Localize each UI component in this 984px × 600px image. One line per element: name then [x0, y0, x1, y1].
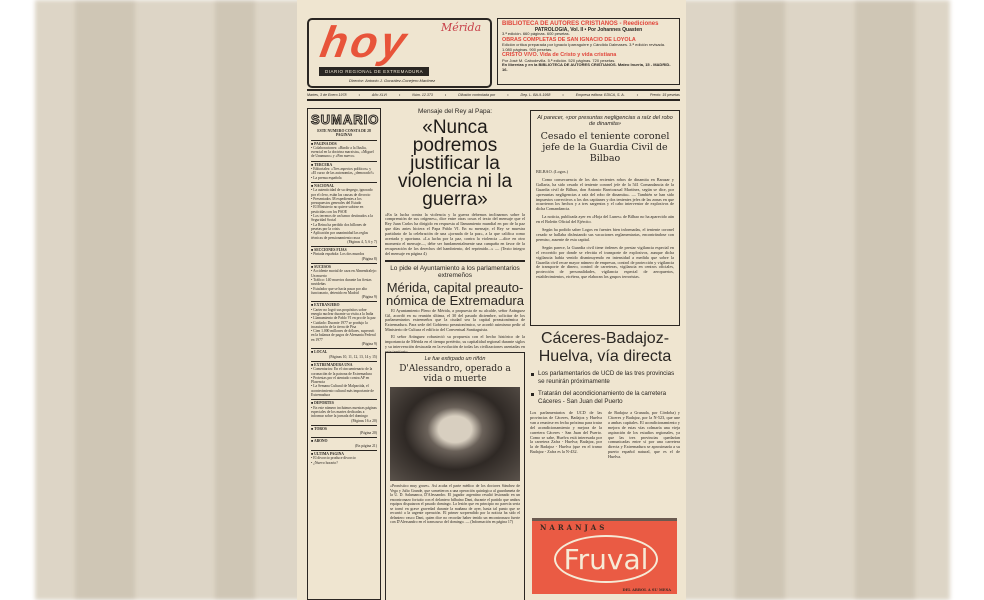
merida-kicker: Lo pide el Ayuntamiento a los parlamentarios extremeños — [390, 264, 520, 280]
sumario-subtitle: ESTE NUMERO CONSTA DE 28 PAGINAS — [317, 129, 371, 138]
ad-slogan: DEL ARBOL A SU MESA — [622, 588, 671, 592]
sumario-item: • El divorcio produce divorcio — [311, 456, 356, 461]
sumario-section-heading: ■ TOROS — [311, 425, 377, 431]
sumario-section-heading: ■ EXTREMADURA UNA — [311, 361, 377, 367]
guardia-headline: Cesado el teniente coronel jefe de la Guardia Civil de Bilbao — [540, 131, 670, 164]
bac-advertisement — [497, 18, 680, 85]
merida-body: El Ayuntamiento Pleno de Mérida, a propuesta de su alcalde, señor Aránguez Gil, acordó en su reunión última, el 30 del pasado diciembre, solicitar de los parlamentarios extremeños que la ciudad sea la capital preautonómica de Extremadura. Para sede del Gobierno preautonómico, se acordó asimismo pedir al Ministerio de Cultura el edificio del Conventual Santiaguista. — [385, 307, 525, 333]
guardia-body: Según ha podido saber Logos en fuentes bien informadas, el teniente coronel cesado se hallaba disfrutando sus vacaciones reglamentarias, encontrándose con permiso, ausente de esta capital. — [536, 227, 674, 242]
sumario-item: • Protestas por el atentado contra AP en Plasencia — [311, 375, 370, 385]
guardia-body: La noticia, publicada ayer en «Hoja del Lunes» de Bilbao no ha aparecido aún en el Boletín Oficial del Ejército. — [536, 214, 674, 225]
sumario-item: • La Reina ha perdido dos billones de pesetas por la crisis — [311, 222, 367, 231]
ad-footer: En librerías y en la BIBLIOTECA DE AUTORES CRISTIANOS. Mateo Inurria, 15 - MADRID-16. — [502, 62, 671, 73]
sumario-item: • Pintada española: Los dos mundos — [311, 252, 365, 257]
sumario-section-heading: ■ ABONO — [311, 437, 377, 443]
sumario-item: • La Semana Cultural de Malpartida, el acontecimiento cultural más importante de Extremadura — [311, 384, 374, 398]
caceres-column: Los parlamentarios de UCD de las provincias de Cáceres, Badajoz y Huelva van a reunirse en fecha próxima para tratar del acondicionamiento y mejora de la carretera Cáceres - San Juan del Puerto. Como se sabe, Huelva está interesada por la carretera Zafra - Huelva; Badajoz, por la de Badajoz - Huelva (que en el tramo Badajoz - Zafra es la N-432. — [530, 410, 602, 455]
sumario-title: SUMARIO — [311, 112, 380, 127]
caceres-column: de Badajoz a Granada, por Córdoba) y Cáceres y Badajoz, por la N-523, que une a ambas capitales. El acondicionamiento y mejora de estas vías colmaría una vieja aspiración de los estudios regionales, ya que las tres provincias quedarían comunicadas entre sí por una carretera directa y Extremadura se aproximaría a su puerto español natural, que es el de Huelva. — [608, 410, 680, 460]
sumario-section-heading: ■ SECCIONES FIJAS — [311, 246, 377, 252]
sumario-item: • Editoriales: «Tres aspectos políticos» y «El curso de las autonomías, ¿demorado?» — [311, 167, 375, 176]
sumario-page-ref: (Páginas 16 a 20) — [351, 418, 377, 423]
caceres-article — [530, 328, 680, 460]
sumario-page-ref: (Página 9) — [361, 342, 377, 347]
sumario-item: • Aplicación por unanimidad las reglas técnicas de pensionamiento rasca — [311, 231, 369, 240]
director-line: Director: Antonio J. González-Conejero Martínez — [349, 78, 436, 83]
sumario-page-ref: (Páginas 10, 11, 12, 13, 14 y 15) — [329, 354, 377, 359]
sumario-section-heading: ■ TERCERA — [311, 161, 377, 167]
sumario-section-heading: ■ SUCESOS — [311, 263, 377, 269]
ad-note: Por José M. Cabodevilla. 5.ª edición. 520 páginas. 720 pesetas. — [502, 57, 616, 63]
ad-book: OBRAS COMPLETAS DE SAN IGNACIO DE LOYOLA — [502, 36, 636, 43]
logo-wordmark: hoy — [316, 18, 413, 67]
sumario-page-ref: (Página 20) — [359, 431, 377, 436]
caceres-bullet: Los parlamentarios de UCD de las tres provincias se reunirán próximamente — [530, 370, 680, 386]
caceres-headline: Cáceres-Badajoz-Huelva, vía directa — [538, 330, 672, 365]
dalessandro-photo — [390, 387, 520, 481]
ad-book: CRISTO VIVO. Vida de Cristo y vida cristiana — [502, 52, 617, 59]
sumario-item: • Tráfico: 140 muertos durante las fiestas navideñas — [311, 277, 372, 287]
sumario-item: • Carter no logró sus propósitos sobre energía nuclear durante su visita a la India — [311, 307, 374, 316]
lead-article — [385, 108, 525, 355]
sumario-index — [307, 108, 381, 600]
ad-title: BIBLIOTECA DE AUTORES CRISTIANOS - Reediciones — [502, 21, 659, 27]
guardia-body: Como consecuencia de los dos recientes robos de dinamita en Barazar y Gallarta, ha sido cesado el teniente coronel jefe de la 541 Comandancia de la Guardia civil de Bilbao, don Antonio Barrioacual Martínez, según se dice, por «presuntas negligencias a raíz del robo de dinamita». — También se han sido impuestos correctivos a los dos capitanes y dos tenientes jefes de las zonas en que ocurrieron los hechos y a tres sargentos y el cabo interventor de explosivos de dicha Comandancia. — [536, 176, 674, 212]
sumario-item: • El Ministerio no quiere subirse en pesticidas con los PSOE — [311, 205, 364, 214]
ad-naranjas: NARANJAS — [540, 523, 608, 532]
newspaper-page — [297, 0, 686, 600]
brand-name: Fruval — [563, 542, 649, 576]
sumario-section-heading: ■ PAGINA DOS — [311, 140, 377, 146]
merida-headline: Mérida, capital preauto-nómica de Extremadura — [385, 279, 524, 308]
fruval-advertisement — [532, 518, 677, 594]
dalessandro-kicker: Le fue extirpado un riñón — [424, 356, 486, 362]
circulation: Difusión controlada por — [458, 93, 496, 97]
sumario-item: • Colaboraciones: «Rindir a la Iluslia, esencial en la doctrina marxista», «Miguel de Unamuno» y «Pan nuevo» — [311, 145, 374, 159]
byline: BILBAO. (Logos.) — [536, 169, 568, 174]
legal-deposit: Dep. L. BA-9-1958 — [520, 93, 551, 97]
dalessandro-article — [385, 352, 525, 600]
sumario-item: • Estafador que se hacía pasar por alto funcionario, detenido en Madrid — [311, 286, 368, 295]
photo-caption: «Pronóstico muy grave». Así acaba el parte médico de los doctores Sánchez de Vega y Julio Grande, que sometieron a una operación quirúrgica al guardameta de la U. D. Salamanca, D'Alessandro. El jugador argentino resultó lesionado en un encontronazo fortuito con el delantero bilbaíno Dani, durante el partido que ambos equipos disputaron el pasado domingo. La lesión que en principio no parecía seria se tornó en grave gravedad durante la mañana de ayer, hasta tal punto que se recurrió a la urgente operación. El primer sorprendido por la noticia ha sido el delantero vasco Dani, quien dice no recordar haber tenido un encontronazo fuerte con D'Alessandro en el transcurso del domingo. — (Información en página 17) — [390, 484, 520, 524]
divider — [385, 260, 525, 262]
sumario-section-heading: ■ EXTRANJERO — [311, 301, 377, 307]
sumario-item: • En este número incluimos nuestras páginas especiales de los martes dedicadas a informar sobre la jornada del domingo — [311, 405, 377, 419]
sumario-section-heading: ■ LOCAL — [311, 348, 377, 354]
lead-body: «En la lucha contra la violencia y la guerra debemos inclinarnos sobre la comprensión de sus orígenes», dice entre otras cosas el texto del mensaje que el Rey Juan Carlos ha dirigido en respuesta al llamamiento mundial en pro de la paz que días antes hiciera el Papa Pablo VI. En su mensaje, el Rey se muestra partidario de la celebración de una «jornada de la paz», a la que califica como acertada y oportuna. «La lucha por la paz, contra la violencia —dice en otro momento el mensaje—, debe ser fundamentalmente una campaña en favor de la recuperación de los derechos del hambriento, del reprimido...» — (Texto íntegro del mensaje en página 4) — [385, 211, 525, 256]
dateline: Martes, 3 de Enero 1978 • Año XLVI • Núm. 12.373 • Difusión controlada por • Dep. L. BA-9-1958 • Empresa editora: EDICA, S. A. • Precio: 15 pesetas — [307, 89, 680, 101]
guardia-kicker: Al parecer, «por presuntas negligencias a raíz del robo de dinamita» — [537, 115, 673, 127]
sumario-item: • La autenticidad de su despego, ignorado por el clero, están las causas de divorcio — [311, 188, 373, 197]
ad-book: PATROLOGIA, Vol. II • Por Johannes Quasten — [534, 26, 643, 33]
guardia-body: Según parece, la Guardia civil tiene órdenes de prestar vigilancia especial en el recorrido por donde se efectúa el transporte de explosivos, aunque dicha vigilancia había venido disminuyendo en intensidad a medida que sobre la Guardia civil recae mayor número de empresas, control de protección y vigilancia de transporte de dinero, control de carreteras, vigilancia en centros oficiales, protección de personalidades, vigilancia especial de aeropuertos, establecimientos, etcétera, que elaboran los grupos terroristas. — [536, 244, 674, 280]
dalessandro-headline: D'Alessandro, operado a vida o muerte — [399, 364, 511, 384]
sumario-item: • Presentados 38 expedientes a los presupuestos generales del Estado — [311, 196, 362, 206]
sumario-item: • Comentarios: En el cincuentenario de la coronación de la patrona de Extremadura — [311, 367, 373, 376]
price: Precio: 15 pesetas — [650, 93, 680, 97]
publisher: Empresa editora: EDICA, S. A. — [575, 93, 625, 97]
sumario-item: • Cien 1.000 millones de dólares, superavit en la balanza de pagos de Alemania Federal en 1977 — [311, 329, 376, 342]
sumario-item: • Cuidado: Durante 1977 se produjo la incautación de la tierra de Pisa — [311, 320, 368, 329]
merida-body: El señor Aránguez robusteció su propuesta con el hecho histórico de la importancia de Mérida en el tiempo pretérito, su capitalidad regional durante siglos y su intervención destacada en la evolución de todas las civilizaciones asentadas en este territorio. — [385, 334, 525, 354]
sumario-page-ref: (En página 21) — [355, 443, 377, 448]
sumario-page-ref: (Página 8) — [361, 256, 377, 261]
sumario-section-heading: ■ DEPORTES — [311, 399, 377, 405]
sumario-item: • ¿Nuevo horario? — [311, 460, 338, 465]
sumario-section-heading: ■ NACIONAL — [311, 182, 377, 188]
issue-number: Núm. 12.373 — [412, 93, 433, 97]
tagline: DIARIO REGIONAL DE EXTREMADURA — [319, 67, 429, 76]
ad-note: 3.ª edición. 660 páginas. 600 pesetas. — [502, 31, 570, 37]
sumario-item: • Llamamiento de Pablo VI en pro de la paz — [311, 316, 376, 321]
lead-headline: «Nunca podremos justificar la violencia ni la guerra» — [397, 116, 513, 210]
sumario-page-ref: (Página 9) — [361, 295, 377, 300]
edition-label: Mérida — [441, 21, 482, 34]
sumario-page-ref: (Páginas 4, 5, 6 y 7) — [347, 239, 377, 244]
guardia-civil-article — [530, 110, 680, 326]
fruval-logo — [554, 535, 658, 583]
masthead-logo — [307, 18, 492, 88]
date: Martes, 3 de Enero 1978 — [307, 93, 347, 97]
ad-note: Edición crítica preparada por Ignacio Iparraguirre y Cándido Dalmases. 3.ª edición revisada. 1.080 páginas. 900 pesetas. — [502, 42, 666, 52]
lead-kicker: Mensaje del Rey al Papa: — [417, 108, 493, 115]
year: Año XLVI — [371, 93, 387, 97]
sumario-section-heading: ■ ULTIMA PAGINA — [311, 450, 377, 456]
sumario-item: • La prensa española — [311, 175, 342, 180]
sumario-item: • Accidente mortal de caza en Almendralejo: Un muerto — [311, 269, 377, 278]
caceres-bullet: Tratarán del acondicionamiento de la carretera Cáceres - San Juan del Puerto — [530, 390, 680, 406]
sumario-item: • Los terrenos de un banco destinados a la Seguridad Social — [311, 214, 373, 223]
